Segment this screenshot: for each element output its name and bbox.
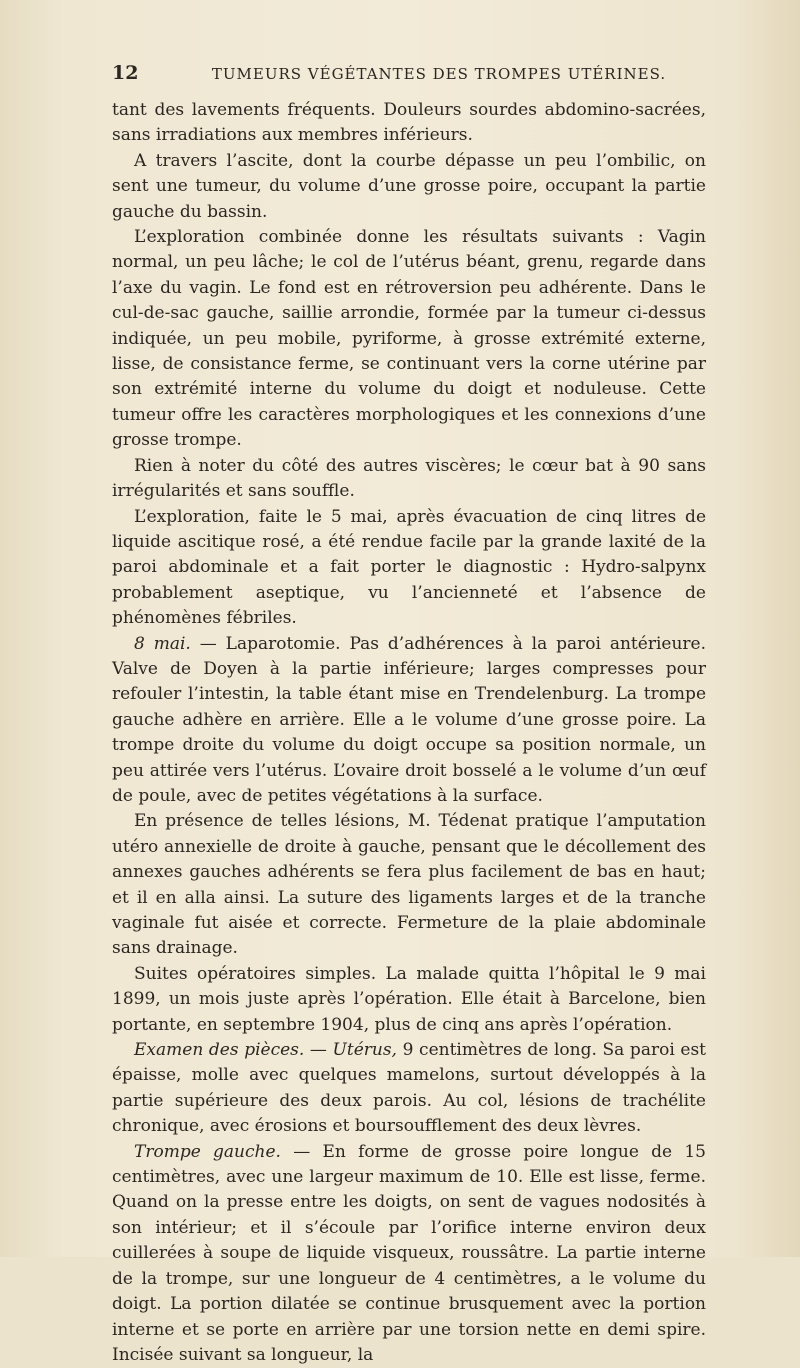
paragraph: L’exploration, faite le 5 mai, après évacuation de cinq litres de liquide ascitique rosé, a été rendue facile par la grande laxité de la paroi abdominale et a fait porter le diagnostic : Hydro-salpynx probablement aseptique, vu l’ancienneté et l’absence de phénomènes fébriles.	[112, 506, 706, 629]
paragraph: En présence de telles lésions, M. Tédenat pratique l’amputation utéro annexielle de droite à gauche, pensant que le décollement des annexes gauches adhérents se fera plus facilement de bas en haut; et il en alla ainsi. La suture des ligaments larges et de la tranche vaginale fut aisée et correcte. Fermeture de la plaie abdominale sans drainage.	[112, 811, 706, 959]
paragraph: A travers l’ascite, dont la courbe dépasse un peu l’ombilic, on sent une tumeur, du volume d’une grosse poire, occupant la partie gauche du bassin.	[112, 150, 706, 222]
paragraph: Suites opératoires simples. La malade quitta l’hôpital le 9 mai 1899, un mois juste après l’opération. Elle était à Barcelone, bien portante, en septembre 1904, plus de cinq ans après l’opération.	[112, 963, 706, 1035]
paragraph: L’exploration combinée donne les résultats suivants : Vagin normal, un peu lâche; le col de l’utérus béant, grenu, regarde dans l’axe du vagin. Le fond est en rétroversion peu adhérente. Dans le cul-de-sac gauche, saillie arrondie, formée par la tumeur ci-dessus indiquée, un peu mobile, pyriforme, à grosse extrémité externe, lisse, de consistance ferme, se continuant vers la corne utérine par son extrémité interne du volume du doigt et noduleuse. Cette tumeur offre les caractères morphologiques et les connexions d’une grosse trompe.	[112, 227, 706, 451]
paragraph: tant des lavements fréquents. Douleurs sourdes abdomino-sacrées, sans irradiations aux membres inférieurs.	[112, 100, 706, 146]
page-number: 12	[112, 62, 139, 84]
page-header	[112, 62, 706, 90]
section-lead: Examen des pièces. — Utérus,	[134, 1040, 397, 1061]
running-title: TUMEURS VÉGÉTANTES DES TROMPES UTÉRINES.	[211, 65, 667, 83]
body-text	[112, 98, 706, 1368]
paragraph: Examen des pièces. — Utérus, 9 centimètres de long. Sa paroi est épaisse, molle avec quelques mamelons, surtout développés à la partie supérieure des deux parois. Au col, lésions de trachélite chronique, avec érosions et boursoufflement des deux lèvres.	[112, 1040, 706, 1137]
paragraph: Trompe gauche. — En forme de grosse poire longue de 15 centimètres, avec une largeur maximum de 10. Elle est lisse, ferme. Quand on la presse entre les doigts, on sent de vagues nodosités à son intérieur; et il s’écoule par l’orifice interne environ deux cuillerées à soupe de liquide visqueux, roussâtre. La partie interne de la trompe, sur une longueur de 4 centimètres, a le volume du doigt. La portion dilatée se continue brusquement avec la portion interne et se porte en arrière par une torsion nette en demi spire. Incisée suivant sa longueur, la	[112, 1141, 706, 1365]
paragraph: 8 mai. — Laparotomie. Pas d’adhérences à la paroi antérieure. Valve de Doyen à la partie inférieure; larges compresses pour refouler l’intestin, la table étant mise en Trendelenburg. La trompe gauche adhère en arrière. Elle a le volume d’une grosse poire. La trompe droite du volume du doigt occupe sa position normale, un peu attirée vers l’utérus. L’ovaire droit bosselé a le volume d’un œuf de poule, avec de petites végétations à la surface.	[112, 633, 706, 806]
paragraph: Rien à noter du côté des autres viscères; le cœur bat à 90 sans irrégularités et sans souffle.	[112, 455, 706, 502]
section-lead: Trompe gauche.	[134, 1141, 281, 1162]
date-lead: 8 mai.	[134, 633, 191, 654]
